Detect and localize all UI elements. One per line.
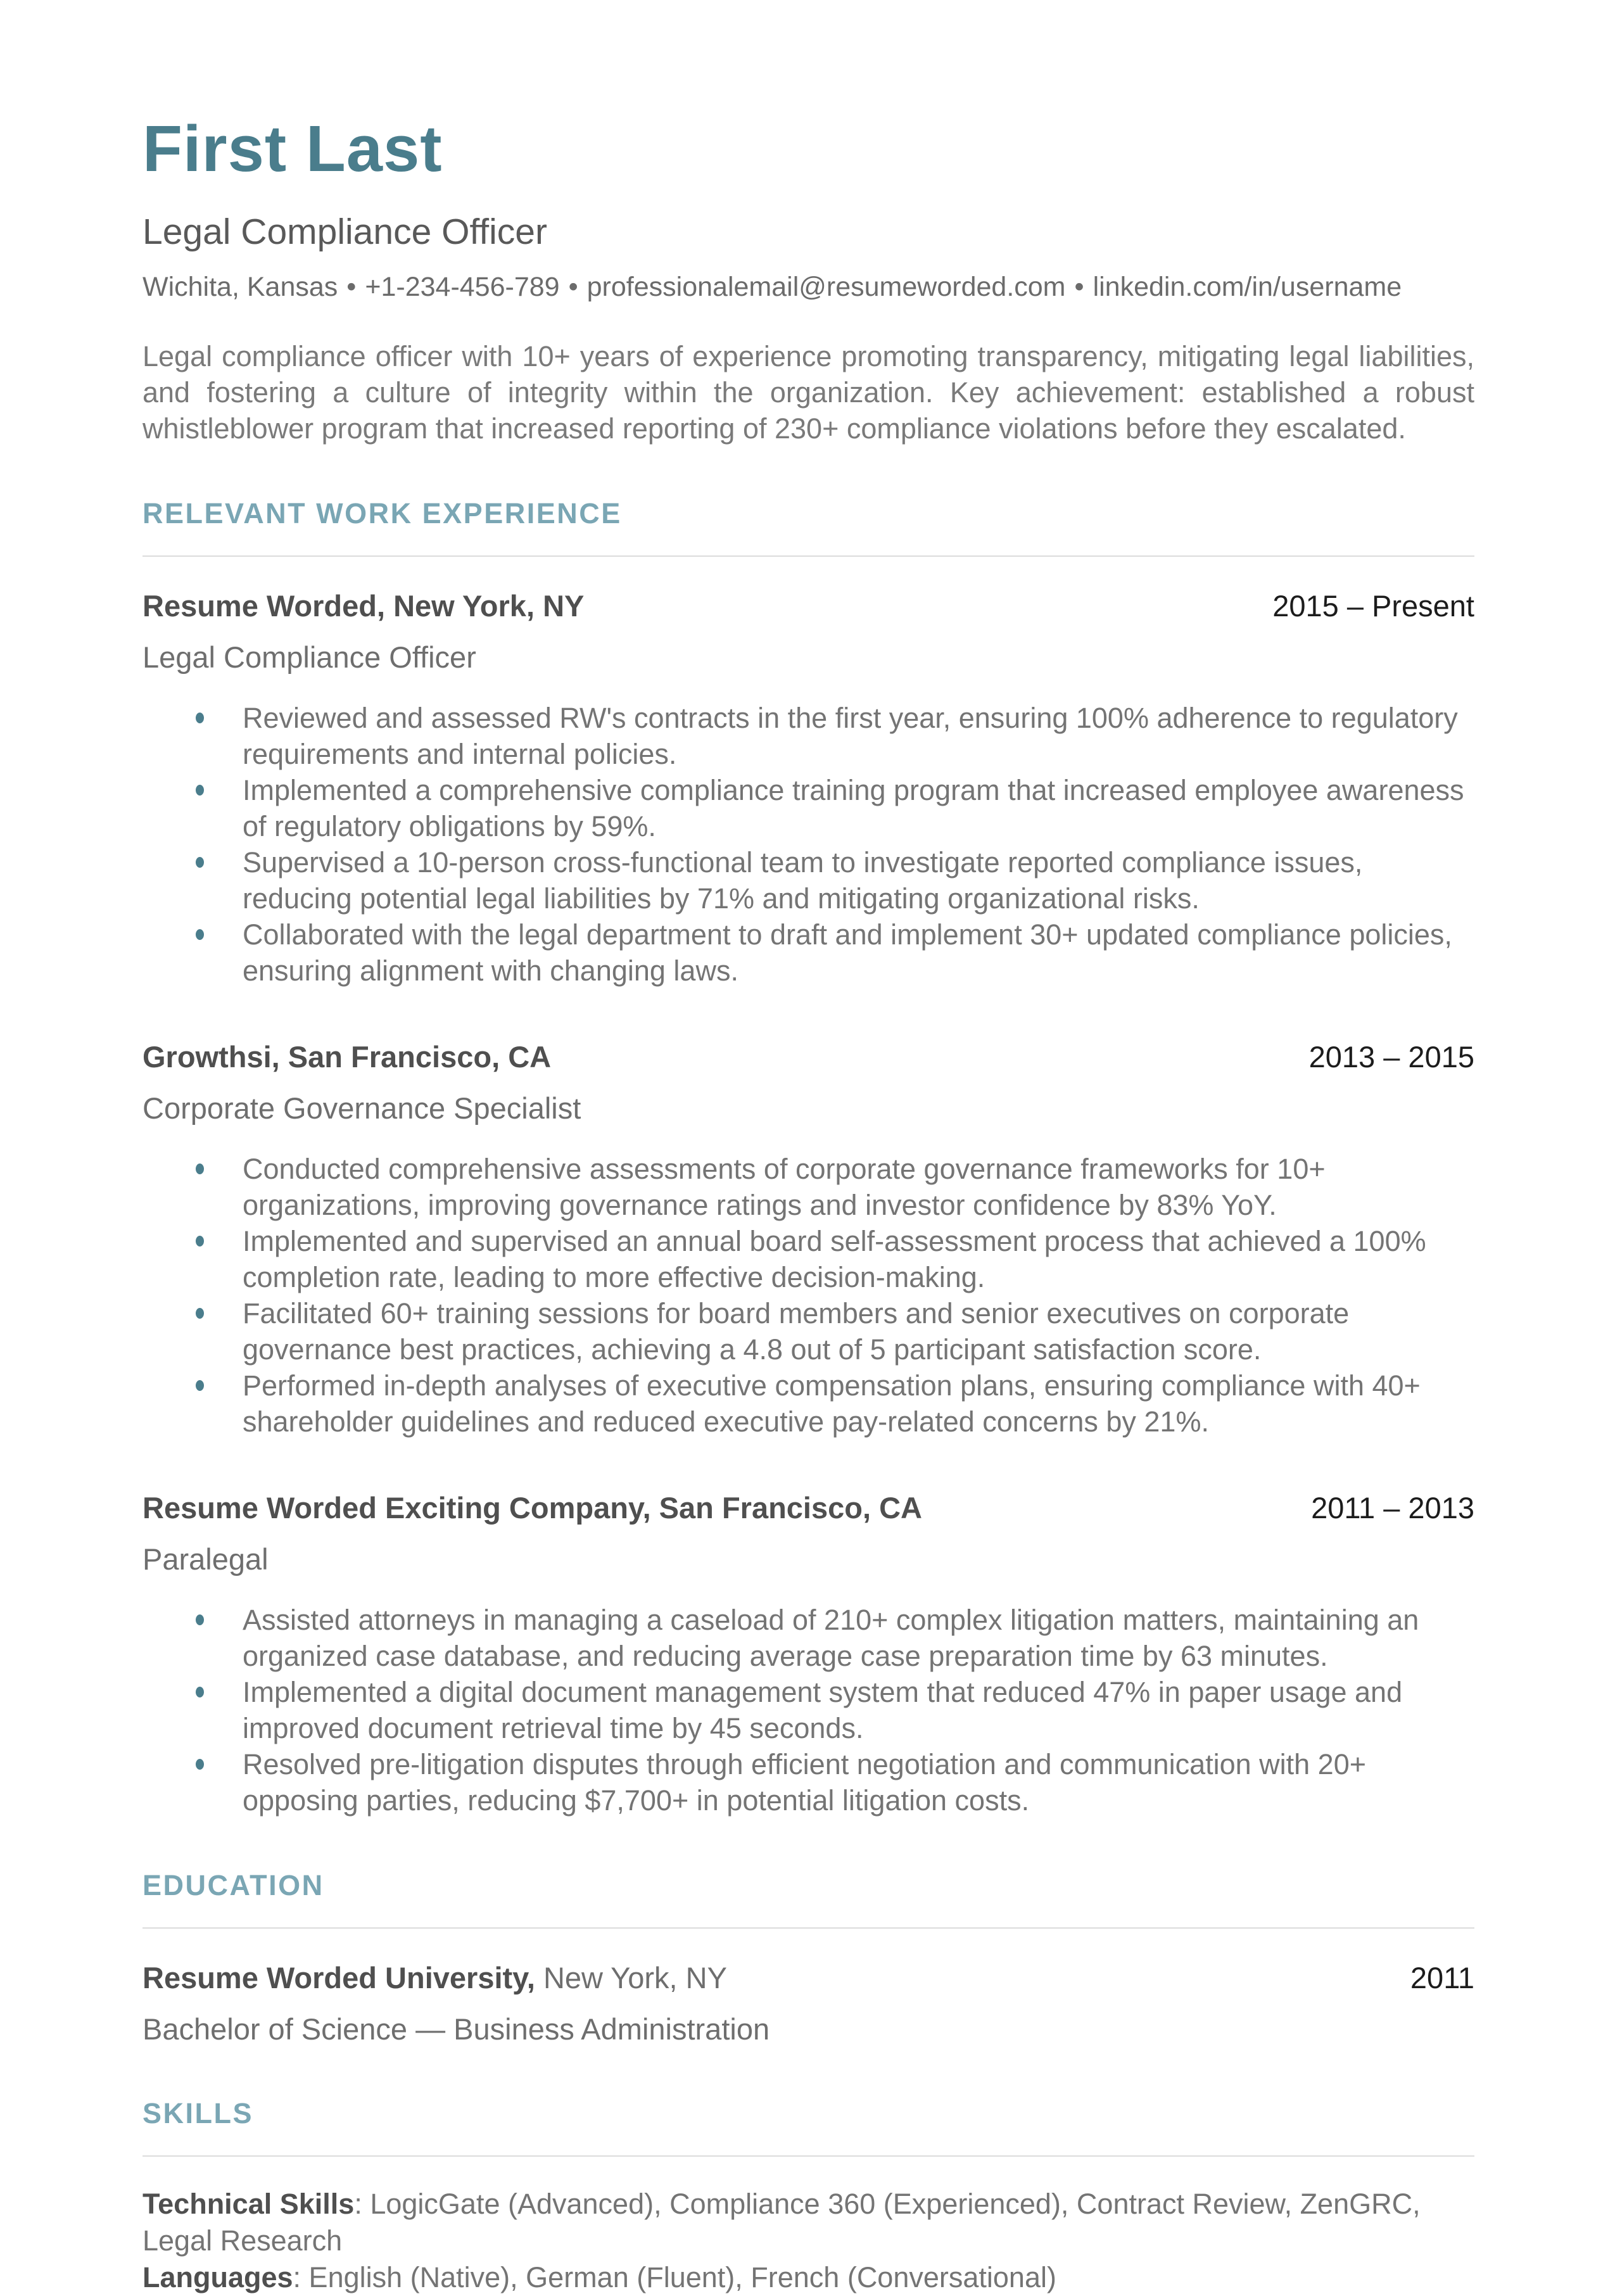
experience-section (142, 497, 1474, 1818)
resume-header (142, 113, 1474, 447)
bullet-item: Conducted comprehensive assessments of corporate governance frameworks for 10+ organizations, improving governance ratings and investor confidence by 83% YoY. (142, 1151, 1474, 1223)
skills-section (142, 2097, 1474, 2296)
bullet-item: Implemented a comprehensive compliance training program that increased employee awareness of regulatory obligations by 59%. (142, 772, 1474, 844)
degree: Bachelor of Science — Business Administration (142, 2012, 770, 2046)
job-entry (142, 1039, 1474, 1440)
contact-phone: +1-234-456-789 (365, 272, 560, 303)
contact-separator: • (1074, 272, 1084, 303)
skills-list (142, 2186, 1474, 2296)
education-section (142, 1869, 1474, 2046)
section-divider (142, 1927, 1474, 1929)
bullet-item: Implemented a digital document management system that reduced 47% in paper usage and improved document retrieval time by 45 seconds. (142, 1674, 1474, 1746)
school-name-bold: Resume Worded University, (142, 1961, 535, 1995)
skills-heading: SKILLS (142, 2097, 254, 2130)
bullet-item: Performed in-depth analyses of executive compensation plans, ensuring compliance with 40+ shareholder guidelines and reduced executive pay-related concerns by 21%. (142, 1367, 1474, 1440)
bullet-item: Resolved pre-litigation disputes through efficient negotiation and communication with 20+ opposing parties, reducing $7,700+ in potential litigation costs. (142, 1746, 1474, 1818)
education-heading: EDUCATION (142, 1869, 324, 1902)
professional-summary: Legal compliance officer with 10+ years of experience promoting transparency, mitigating legal liabilities, and fostering a culture of integrity within the organization. Key achievement: established a robust whistleblower program that increased reporting of 230+ compliance violations before they escalated. (142, 340, 1474, 445)
section-divider (142, 555, 1474, 557)
section-divider (142, 2155, 1474, 2157)
contact-linkedin: linkedin.com/in/username (1092, 272, 1402, 303)
job-bullet-list (142, 1151, 1474, 1440)
bullet-item: Collaborated with the legal department to draft and implement 30+ updated compliance policies, ensuring alignment with changing laws. (142, 916, 1474, 989)
job-header-row (142, 1039, 1474, 1074)
education-entry (142, 1960, 1474, 2046)
school-name (142, 1960, 727, 1995)
job-entry (142, 1490, 1474, 1818)
skill-line-languages (142, 2259, 1474, 2296)
candidate-title: Legal Compliance Officer (142, 212, 547, 253)
candidate-name: First Last (142, 112, 443, 185)
experience-heading: RELEVANT WORK EXPERIENCE (142, 497, 622, 530)
contact-line (142, 272, 1474, 303)
job-dates: 2015 – Present (1272, 589, 1474, 623)
job-header-row (142, 1490, 1474, 1525)
job-title: Corporate Governance Specialist (142, 1091, 581, 1126)
education-header-row (142, 1960, 1474, 1995)
job-company: Growthsi, San Francisco, CA (142, 1040, 552, 1074)
job-dates: 2013 – 2015 (1308, 1040, 1474, 1074)
bullet-item: Facilitated 60+ training sessions for board members and senior executives on corporate governance best practices, achieving a 4.8 out of 5 participant satisfaction score. (142, 1295, 1474, 1367)
job-bullet-list (142, 700, 1474, 989)
school-location: New York, NY (535, 1961, 727, 1995)
job-dates: 2011 – 2013 (1311, 1491, 1474, 1525)
bullet-item: Assisted attorneys in managing a caseload of 210+ complex litigation matters, maintaining an organized case database, and reducing average case preparation time by 63 minutes. (142, 1602, 1474, 1674)
contact-separator: • (568, 272, 578, 303)
job-bullet-list (142, 1602, 1474, 1818)
contact-email: professionalemail@resumeworded.com (586, 272, 1066, 303)
job-title: Paralegal (142, 1542, 269, 1576)
skill-values: : LogicGate (Advanced), Compliance 360 (Experienced), Contract Review, ZenGRC, Legal Research (142, 2188, 1421, 2257)
job-company: Resume Worded Exciting Company, San Francisco, CA (142, 1491, 922, 1525)
skill-values: : English (Native), German (Fluent), French (Conversational) (293, 2261, 1056, 2294)
job-entry (142, 588, 1474, 989)
job-header-row (142, 588, 1474, 623)
job-company: Resume Worded, New York, NY (142, 589, 585, 623)
contact-separator: • (346, 272, 357, 303)
contact-location: Wichita, Kansas (142, 272, 338, 303)
skill-label: Languages (142, 2261, 293, 2294)
skill-line-technical (142, 2186, 1474, 2259)
education-dates: 2011 (1410, 1961, 1474, 1995)
bullet-item: Implemented and supervised an annual board self-assessment process that achieved a 100% completion rate, leading to more effective decision-making. (142, 1223, 1474, 1295)
job-title: Legal Compliance Officer (142, 640, 476, 675)
bullet-item: Reviewed and assessed RW's contracts in the first year, ensuring 100% adherence to regulatory requirements and internal policies. (142, 700, 1474, 772)
bullet-item: Supervised a 10-person cross-functional team to investigate reported compliance issues, reducing potential legal liabilities by 71% and mitigating organizational risks. (142, 844, 1474, 916)
skill-label: Technical Skills (142, 2188, 355, 2221)
